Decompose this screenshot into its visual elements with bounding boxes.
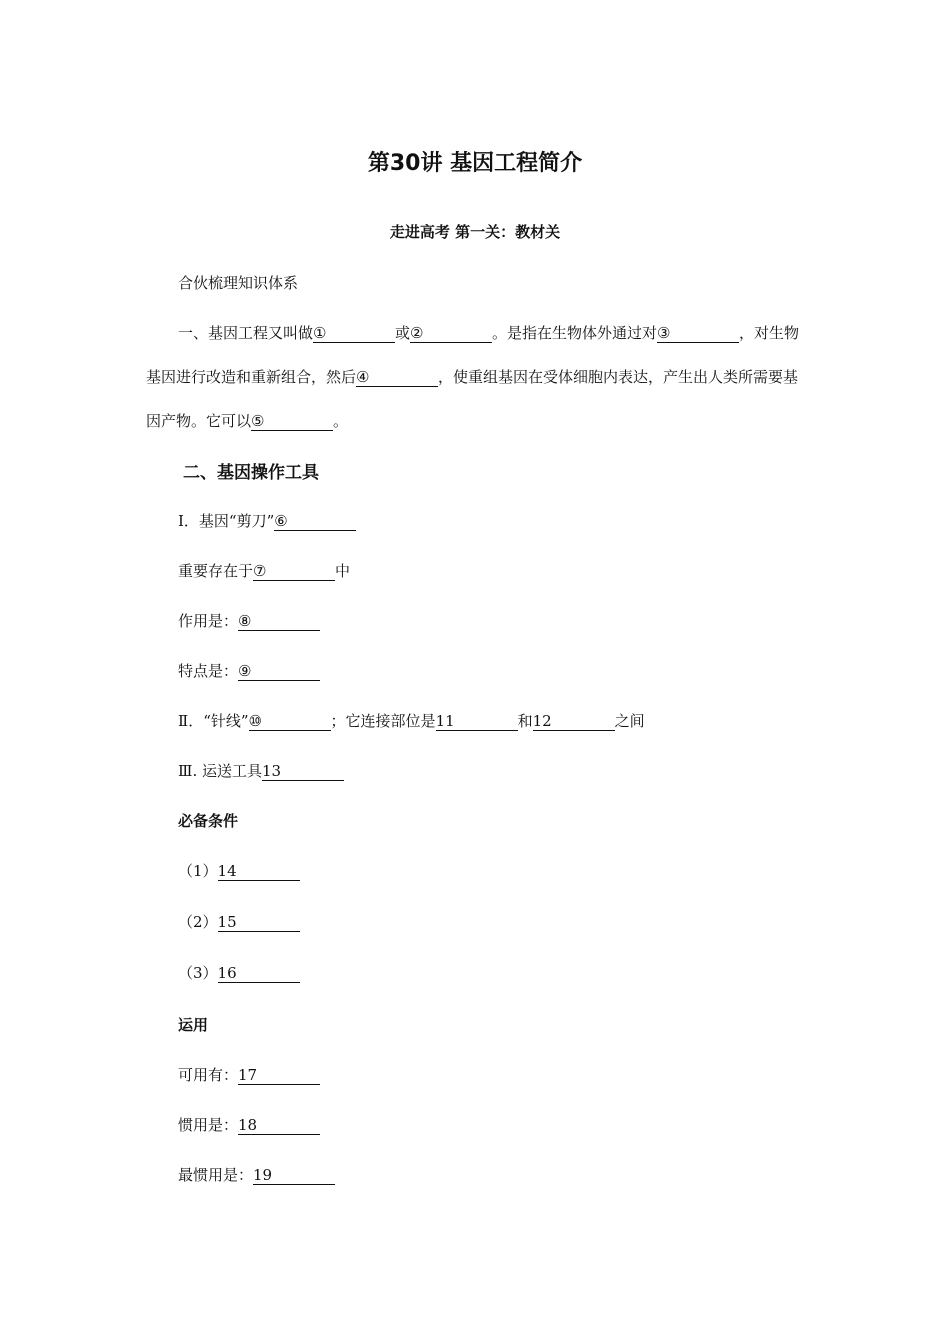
blank-12: 12 [533,713,615,731]
use-heading: 运用 [178,1016,209,1034]
blank-6: ⑥ [274,513,356,531]
use-line [178,1164,335,1185]
blank-3: ③ [657,325,739,343]
needle-line [178,710,645,731]
condition-label: （2） [178,913,218,931]
function-label: 作用是： [178,612,239,630]
blank-15: 15 [218,914,300,932]
scissors-label: Ⅰ．基因“剪刀” [178,512,275,530]
blank-2: ② [410,325,492,343]
blank-16: 16 [218,965,300,983]
use-line [178,1114,320,1135]
feature-label: 特点是： [178,662,239,680]
use-label: 最惯用是： [178,1166,254,1184]
blank-19: 19 [253,1167,335,1185]
definition-text-2: 或 [395,324,411,342]
exist-line [178,560,350,581]
blank-18: 18 [238,1117,320,1135]
needle-mid: ；它连接部位是 [330,712,436,730]
needle-and: 和 [517,712,533,730]
scissors-line [178,510,356,531]
intro-line: 合伙梳理知识体系 [178,274,299,292]
feature-line [178,660,320,681]
blank-13: 13 [262,763,344,781]
blank-7: ⑦ [253,563,335,581]
definition-text-5: ，使重组基因在受体细胞内表达，产生出人类所需要基因产物。它可以 [146,368,799,430]
vehicle-label: Ⅲ. 运送工具 [178,762,263,780]
section2-heading: 二、基因操作工具 [183,463,319,483]
definition-text-3: 。是指在生物体外通过对 [492,324,658,342]
blank-11: 11 [436,713,518,731]
conditions-heading: 必备条件 [178,812,239,830]
definition-paragraph [146,311,806,443]
section-subtitle: 走进高考 第一关：教材关 [389,223,561,241]
exist-label: 重要存在于 [178,562,254,580]
blank-14: 14 [218,863,300,881]
definition-text-1: 一、基因工程又叫做 [178,324,314,342]
blank-10: ⑩ [249,713,331,731]
definition-text-4: ，对生物基因进行改造和重新组合，然后 [146,324,800,386]
blank-17: 17 [238,1067,320,1085]
condition-line [178,860,300,881]
definition-text-6: 。 [333,412,349,430]
condition-label: （3） [178,964,218,982]
use-label: 可用有： [178,1066,239,1084]
condition-line [178,911,300,932]
condition-label: （1） [178,862,218,880]
blank-9: ⑨ [238,663,320,681]
needle-suffix: 之间 [614,712,645,730]
use-label: 惯用是： [178,1116,239,1134]
blank-8: ⑧ [238,613,320,631]
blank-5: ⑤ [251,413,333,431]
use-line [178,1064,320,1085]
document-title: 第30讲 基因工程简介 [367,151,583,176]
function-line [178,610,320,631]
blank-4: ④ [356,369,438,387]
needle-label: Ⅱ．“针线” [178,712,249,730]
vehicle-line [178,760,344,781]
exist-suffix: 中 [335,562,351,580]
condition-line [178,962,300,983]
blank-1: ① [313,325,395,343]
